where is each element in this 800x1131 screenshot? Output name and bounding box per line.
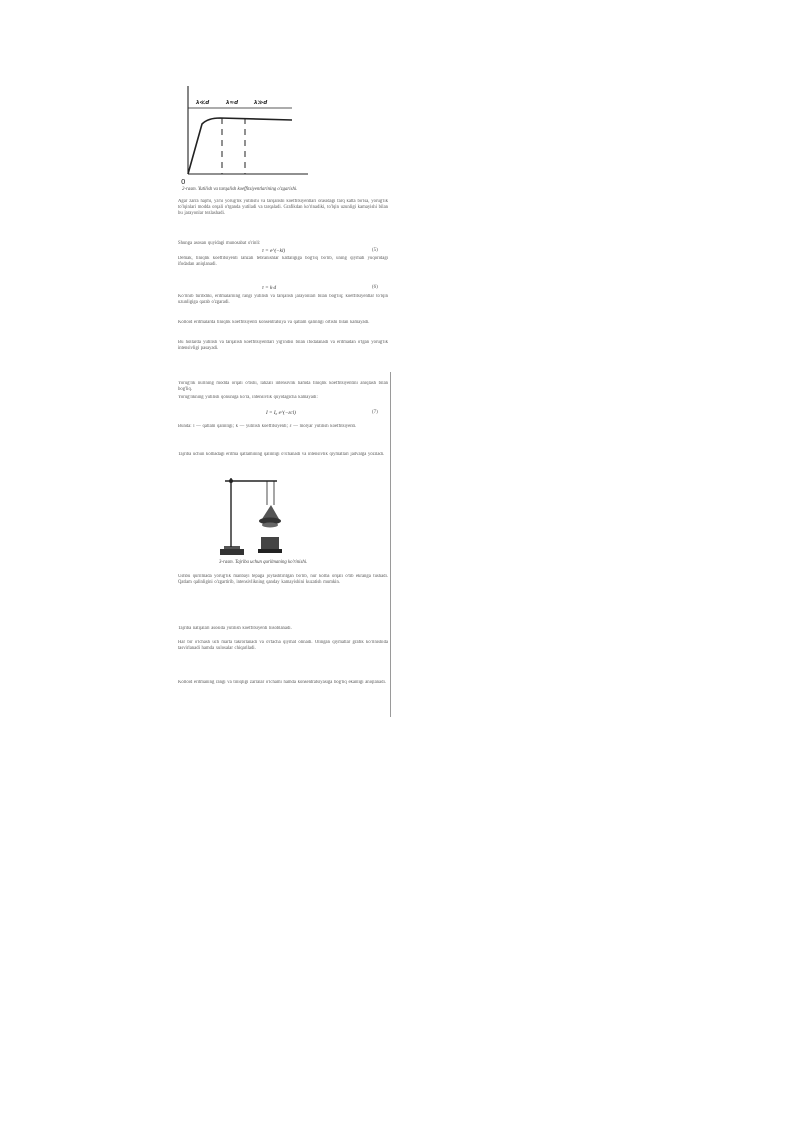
beaker-base	[258, 549, 282, 553]
clamp-icon	[229, 479, 233, 483]
paragraph-11: Ushbu qurilmada yorug'lik manbayi tepaga joylashtirilgan bo'lib, nur kolba orqali o'tib ekranga tushadi. Qatlam qalinligini o'zgartirib, intensivlikning qanday kamayishini kuzatish mumkin.	[178, 574, 388, 586]
column-divider	[390, 372, 391, 717]
region-label-3: λ≫d	[254, 100, 268, 106]
formula-3-number: (7)	[372, 410, 378, 415]
paragraph-1: Agar zarra hajmi, ya'ni yorug'lik yutilishi va tarqalishi koeffitsiyentlari orasidagi farq katta bo'lsa, yorug'lik to'lqinlari modda orqali o'tganda yutiladi va tarqaladi. Grafikdan ko'rinadiki, to'lqin uzunligi kamayishi bilan bu jarayonlar tezlashadi.	[178, 199, 388, 217]
paragraph-8: Yorug'likning yutilish qonuniga ko'ra, intensivlik quyidagicha kamayadi:	[178, 395, 318, 400]
figure-1-caption: 2-rasm. Yutilish va tarqalish koeffitsiyentlarining o'zgarishi.	[182, 187, 298, 192]
beaker-icon	[261, 537, 279, 549]
formula-1: τ = e^(−kl)	[262, 248, 286, 254]
paragraph-4: Ko'rinib turibdiki, eritmalarning rangi yutilish va tarqalish jarayonlari bilan bog'liq; koeffitsiyentlar to'lqin uzunligiga qarab o'zgaradi.	[178, 294, 388, 306]
figure-2-caption: 3-rasm. Tajriba uchun qurilmaning ko'rinishi.	[219, 560, 308, 565]
paragraph-2: Shunga asosan quyidagi munosabat o'rinli:	[178, 241, 261, 246]
dish-lower-icon	[262, 523, 278, 528]
paragraph-12: Tajriba natijalari asosida yutilish koeffitsiyenti hisoblanadi.	[178, 626, 292, 631]
formula-2: τ = k·d	[262, 285, 277, 291]
paragraph-5: Kolloid eritmalarda tiniqlik koeffitsiyenti konsentratsiya va qatlam qalinligi ortishi bilan kamayadi.	[178, 320, 370, 325]
formula-2-number: (6)	[372, 285, 378, 290]
figure-2-apparatus	[205, 475, 305, 560]
paragraph-9: Bunda: l — qatlam qalinligi; k — yutilish koeffitsiyenti; ε — molyar yutilish koeffitsiyenti.	[178, 424, 357, 429]
paragraph-10: Tajriba uchun kolbadagi eritma qatlamining qalinligi o'lchanadi va intensivlik qiymatlari jadvalga yoziladi.	[178, 452, 385, 457]
figure-1-graph	[180, 82, 310, 188]
origin-label: 0	[181, 178, 186, 186]
paragraph-3: Demak, tiniqlik koeffitsiyenti lahzali tebranishlar kattaligiga bog'liq bo'lib, uning qiymati yuqoridagi ifodadan aniqlanadi.	[178, 256, 388, 268]
paragraph-13: Har bir o'lchash uch marta takrorlanadi va o'rtacha qiymat olinadi. Olingan qiymatlar grafik ko'rinishida tasvirlanadi hamda xulosalar chiqariladi.	[178, 640, 388, 652]
formula-3: I = I₀ e^(−εcl)	[266, 410, 296, 416]
stand-base	[220, 549, 244, 555]
region-label-1: λ≪d	[196, 100, 210, 106]
region-label-2: λ≈d	[226, 100, 239, 106]
paragraph-7: Yorug'lik nurining modda orqali o'tishi, lahzali intensivlik hamda tiniqlik koeffitsiyentini aniqlash bilan bog'liq.	[178, 381, 388, 393]
funnel-icon	[262, 505, 279, 519]
stand-foot	[224, 546, 240, 549]
formula-1-number: (5)	[372, 248, 378, 253]
paragraph-6: Bu hollarda yutilish va tarqalish koeffitsiyentlari yig'indisi bilan ifodalanadi va eritmadan o'tgan yorug'lik intensivligi pasayadi.	[178, 340, 388, 352]
paragraph-14: Kolloid eritmaning rangi va tiniqligi zarralar o'lchami hamda konsentratsiyasiga bog'liq ekanligi aniqlanadi.	[178, 680, 386, 685]
graph-curve	[188, 118, 292, 174]
